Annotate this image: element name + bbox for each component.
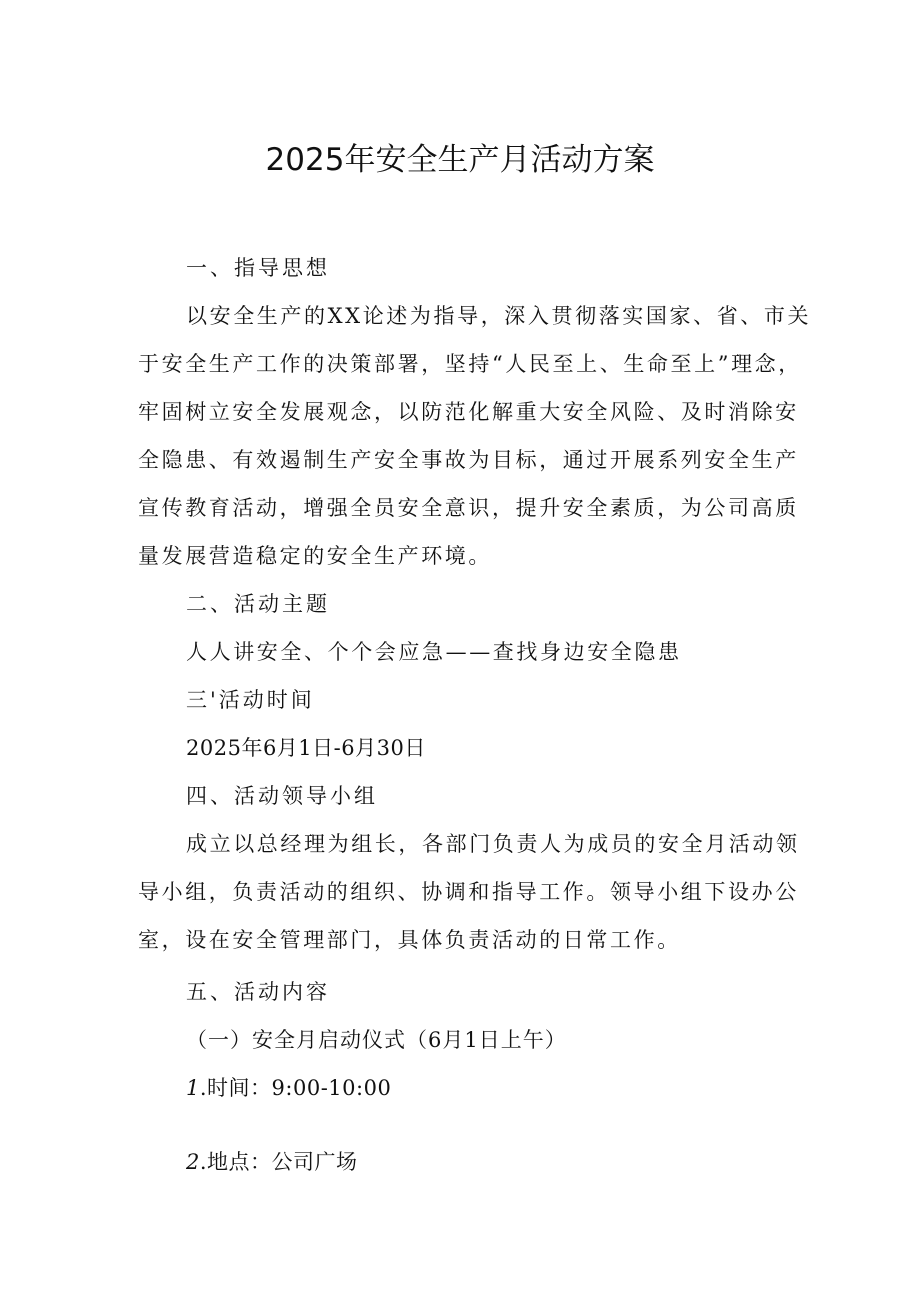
item-1-text: .时间：9:00-10:00: [199, 1076, 392, 1100]
section-1-heading: 一、指导思想: [186, 256, 330, 280]
section-4-line-2: 导小组，负责活动的组织、协调和指导工作。领导小组下设办公: [138, 880, 799, 904]
section-2-theme: 人人讲安全、个个会应急——查找身边安全隐患: [186, 640, 682, 664]
section-1-line-2: 于安全生产工作的决策部署，坚持“人民至上、生命至上”理念，: [138, 352, 802, 376]
item-2-text: .地点：公司广场: [199, 1150, 358, 1174]
section-4-heading: 四、活动领导小组: [186, 784, 378, 808]
section-1-line-1: 以安全生产的XX论述为指导，深入贯彻落实国家、省、市关: [186, 304, 812, 328]
section-1-line-5: 宣传教育活动，增强全员安全意识，提升安全素质，为公司高质: [138, 496, 799, 520]
section-4-line-3: 室，设在安全管理部门，具体负责活动的日常工作。: [138, 928, 681, 952]
section-4-line-1: 成立以总经理为组长，各部门负责人为成员的安全月活动领: [186, 832, 800, 856]
section-5-subheading-1: （一）安全月启动仪式（6月1日上午）: [186, 1028, 567, 1052]
section-2-heading: 二、活动主题: [186, 592, 330, 616]
item-2-number: 2: [186, 1150, 200, 1174]
section-1-line-3: 牢固树立安全发展观念，以防范化解重大安全风险、及时消除安: [138, 400, 799, 424]
document-title: 2025年安全生产月活动方案: [265, 142, 655, 178]
section-3-dates: 2025年6月1日-6月30日: [186, 736, 426, 760]
section-1-line-4: 全隐患、有效遏制生产安全事故为目标，通过开展系列安全生产: [138, 448, 799, 472]
section-5-item-2: [186, 1147, 358, 1177]
section-1-line-6: 量发展营造稳定的安全生产环境。: [138, 544, 492, 568]
section-3-heading: 三'活动时间: [186, 688, 315, 712]
section-5-heading: 五、活动内容: [186, 980, 330, 1004]
section-5-item-1: [186, 1073, 391, 1103]
item-1-number: 1: [186, 1076, 200, 1100]
